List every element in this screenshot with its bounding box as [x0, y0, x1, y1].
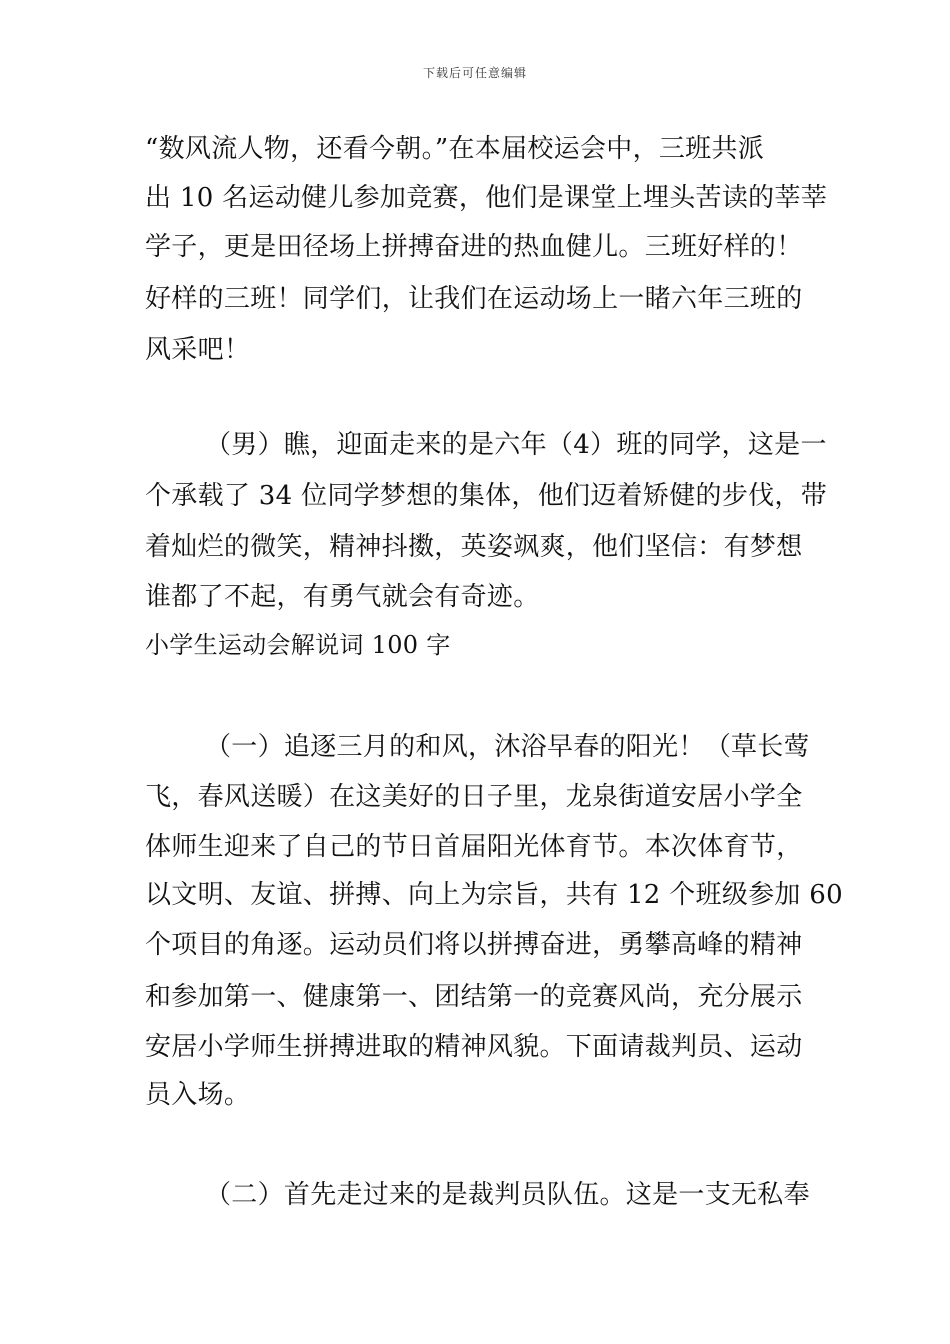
- text-line: 员入场。: [145, 1080, 251, 1110]
- text-line: 个承载了 34 位同学梦想的集体，他们迈着矫健的步伐，带: [145, 481, 828, 511]
- text-line: 安居小学师生拼搏进取的精神风貌。下面请裁判员、运动: [145, 1032, 803, 1062]
- text-line: 好样的三班！同学们，让我们在运动场上一睹六年三班的: [145, 284, 803, 314]
- text-line: （一）追逐三月的和风，沐浴早春的阳光！（草长莺: [205, 732, 810, 762]
- text-line: 和参加第一、健康第一、团结第一的竞赛风尚，充分展示: [145, 982, 803, 1012]
- text-line: 着灿烂的微笑，精神抖擞，英姿飒爽，他们坚信：有梦想: [145, 532, 803, 562]
- text-line: 学子，更是田径场上拼搏奋进的热血健儿。三班好样的！: [145, 232, 803, 262]
- text-line: （二）首先走过来的是裁判员队伍。这是一支无私奉: [205, 1180, 810, 1210]
- text-line: 飞，春风送暖）在这美好的日子里，龙泉街道安居小学全: [145, 782, 803, 812]
- section-heading: 小学生运动会解说词 100 字: [145, 631, 451, 659]
- text-line: 个项目的角逐。运动员们将以拼搏奋进，勇攀高峰的精神: [145, 930, 803, 960]
- page-header: 下载后可任意编辑: [422, 66, 527, 80]
- text-line: 以文明、友谊、拼搏、向上为宗旨，共有 12 个班级参加 60: [145, 880, 843, 910]
- text-line: 风采吧！: [145, 335, 251, 365]
- text-line: （男）瞧，迎面走来的是六年（4）班的同学，这是一: [205, 430, 827, 460]
- text-line: “数风流人物，还看今朝。”在本届校运会中，三班共派: [145, 134, 765, 164]
- text-line: 谁都了不起，有勇气就会有奇迹。: [145, 582, 540, 612]
- text-line: 体师生迎来了自己的节日首届阳光体育节。本次体育节，: [145, 832, 803, 862]
- text-line: 出 10 名运动健儿参加竞赛，他们是课堂上埋头苦读的莘莘: [145, 183, 828, 213]
